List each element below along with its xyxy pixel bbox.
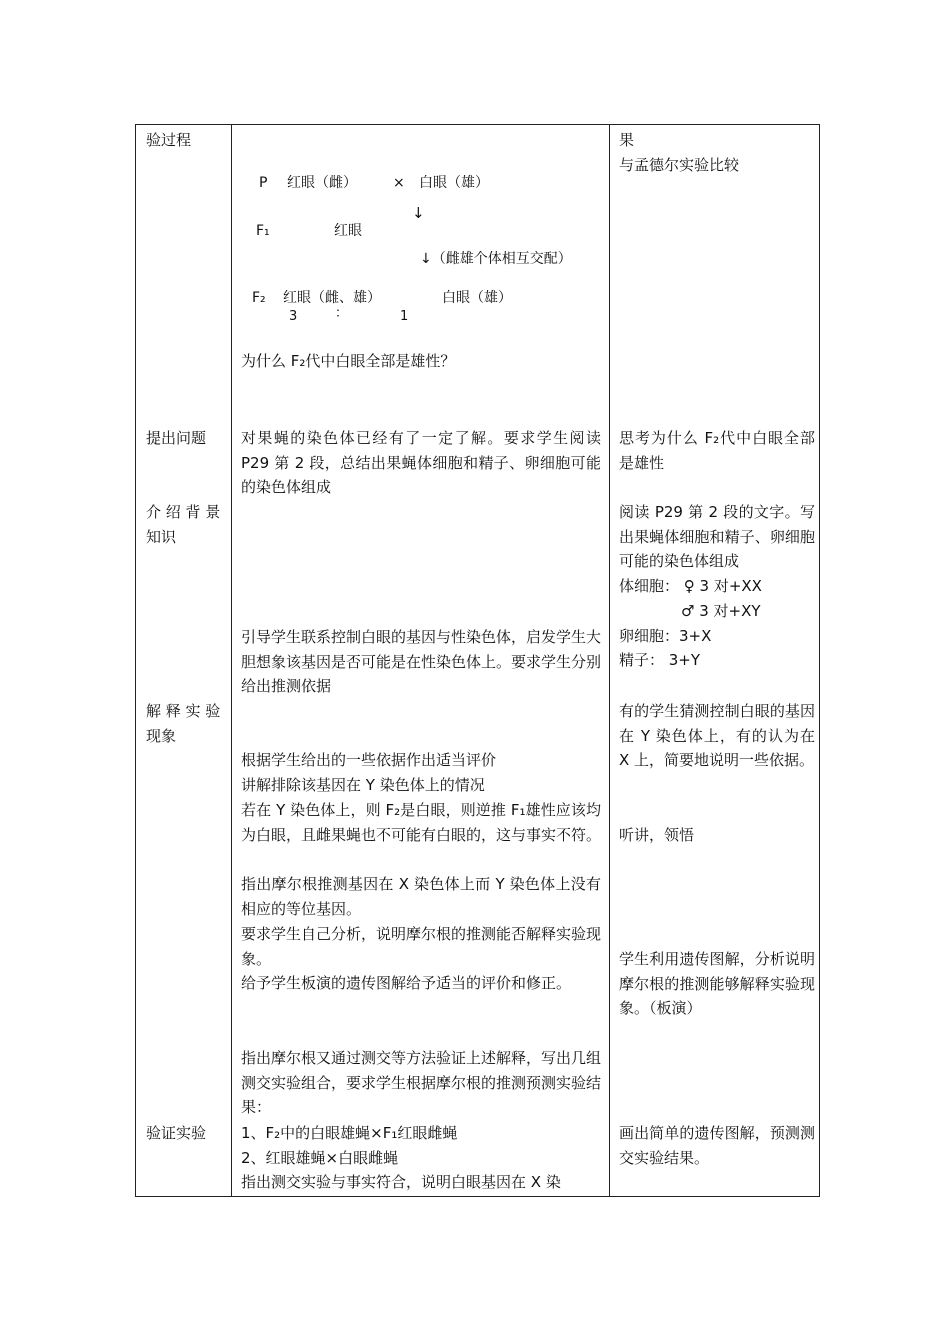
teacher-read-task: 对果蝇的染色体已经有了一定了解。要求学生阅读 P29 第 2 段，总结出果蝇体细胞和精子、卵细胞可能的染色体组成: [241, 429, 601, 496]
student-diagram: 学生利用遗传图解，分析说明摩尔根的推测能够解释实验现象。（板演）: [619, 950, 815, 1017]
student-predict: 画出简单的遗传图解，预测测交实验结果。: [619, 1124, 815, 1167]
student-result: 果: [619, 131, 635, 149]
body-cell-female: 体细胞： ♀ 3 对+XX: [619, 577, 762, 595]
teacher-exclude-y: 讲解排除该基因在 Y 染色体上的情况: [241, 776, 485, 794]
teacher-conclusion: 指出测交实验与事实符合，说明白眼基因在 X 染: [241, 1173, 561, 1191]
teacher-column: [232, 125, 610, 1197]
cross-f2-red: 红眼（雌、雄）: [283, 290, 381, 306]
cross-p-white: 白眼（雄）: [419, 175, 489, 191]
why-question: 为什么 F₂代中白眼全部是雄性？: [241, 352, 456, 370]
teacher-x-hypothesis: 指出摩尔根推测基因在 X 染色体上而 Y 染色体上没有相应的等位基因。: [241, 875, 601, 918]
teacher-analyze: 要求学生自己分析，说明摩尔根的推测能否解释实验现象。: [241, 925, 602, 968]
testcross-2: 2、红眼雄蝇×白眼雌蝇: [241, 1149, 399, 1167]
student-compare: 与孟德尔实验比较: [619, 156, 740, 174]
student-listen: 听讲，领悟: [619, 826, 695, 844]
stage-background-1: 介 绍 背 景: [146, 503, 221, 521]
student-read: 阅读 P29 第 2 段的文字。写出果蝇体细胞和精子、卵细胞可能的染色体组成: [619, 503, 815, 570]
cross-f2: F₂: [252, 290, 266, 306]
stage-question: 提出问题: [146, 429, 207, 447]
cross-times: ×: [393, 175, 405, 191]
stage-column: [136, 125, 232, 1197]
student-think: 思考为什么 F₂代中白眼全部是雄性: [619, 429, 815, 472]
cross-arrow-2: ↓（雌雄个体相互交配）: [420, 251, 572, 267]
cross-f1-red: 红眼: [334, 223, 362, 239]
teacher-correct: 给予学生板演的遗传图解给予适当的评价和修正。: [241, 974, 572, 992]
stage-background-2: 知识: [146, 528, 177, 546]
lesson-plan-table: [135, 124, 820, 1197]
cross-p-red: 红眼（雌）: [287, 175, 357, 191]
student-column: [610, 125, 820, 1197]
teacher-evaluate: 根据学生给出的一些依据作出适当评价: [241, 751, 497, 769]
stage-explain-1: 解 释 实 验: [146, 702, 221, 720]
sperm-cell: 精子： 3+Y: [619, 651, 701, 669]
ratio-1: 1: [400, 309, 409, 324]
stage-verify: 验证实验: [146, 1124, 207, 1142]
egg-cell: 卵细胞：3+X: [619, 627, 712, 645]
ratio-3: 3: [289, 309, 298, 324]
cross-arrow-1: ↓: [412, 204, 425, 222]
testcross-1: 1、F₂中的白眼雄蝇×F₁红眼雌蝇: [241, 1124, 458, 1142]
body-cell-male: ♂ 3 对+XY: [681, 602, 761, 620]
teacher-guide: 引导学生联系控制白眼的基因与性染色体，启发学生大胆想象该基因是否可能是在性染色体上。要求学生分别给出推测依据: [241, 628, 602, 695]
stage-explain-2: 现象: [146, 727, 177, 745]
cross-f1: F₁: [256, 223, 270, 239]
cross-p: P: [259, 175, 268, 191]
ratio-colon: ：: [335, 306, 349, 321]
stage-process: 验过程: [146, 131, 192, 149]
cross-f2-white: 白眼（雄）: [442, 290, 512, 306]
teacher-y-reasoning: 若在 Y 染色体上，则 F₂是白眼，则逆推 F₁雄性应该均为白眼，且雌果蝇也不可能有白眼的，这与事实不符。: [241, 801, 602, 844]
student-guess: 有的学生猜测控制白眼的基因在 Y 染色体上，有的认为在 X 上，简要地说明一些依据。: [619, 702, 815, 769]
teacher-testcross: 指出摩尔根又通过测交等方法验证上述解释，写出几组测交实验组合，要求学生根据摩尔根的推测预测实验结果：: [241, 1049, 602, 1116]
